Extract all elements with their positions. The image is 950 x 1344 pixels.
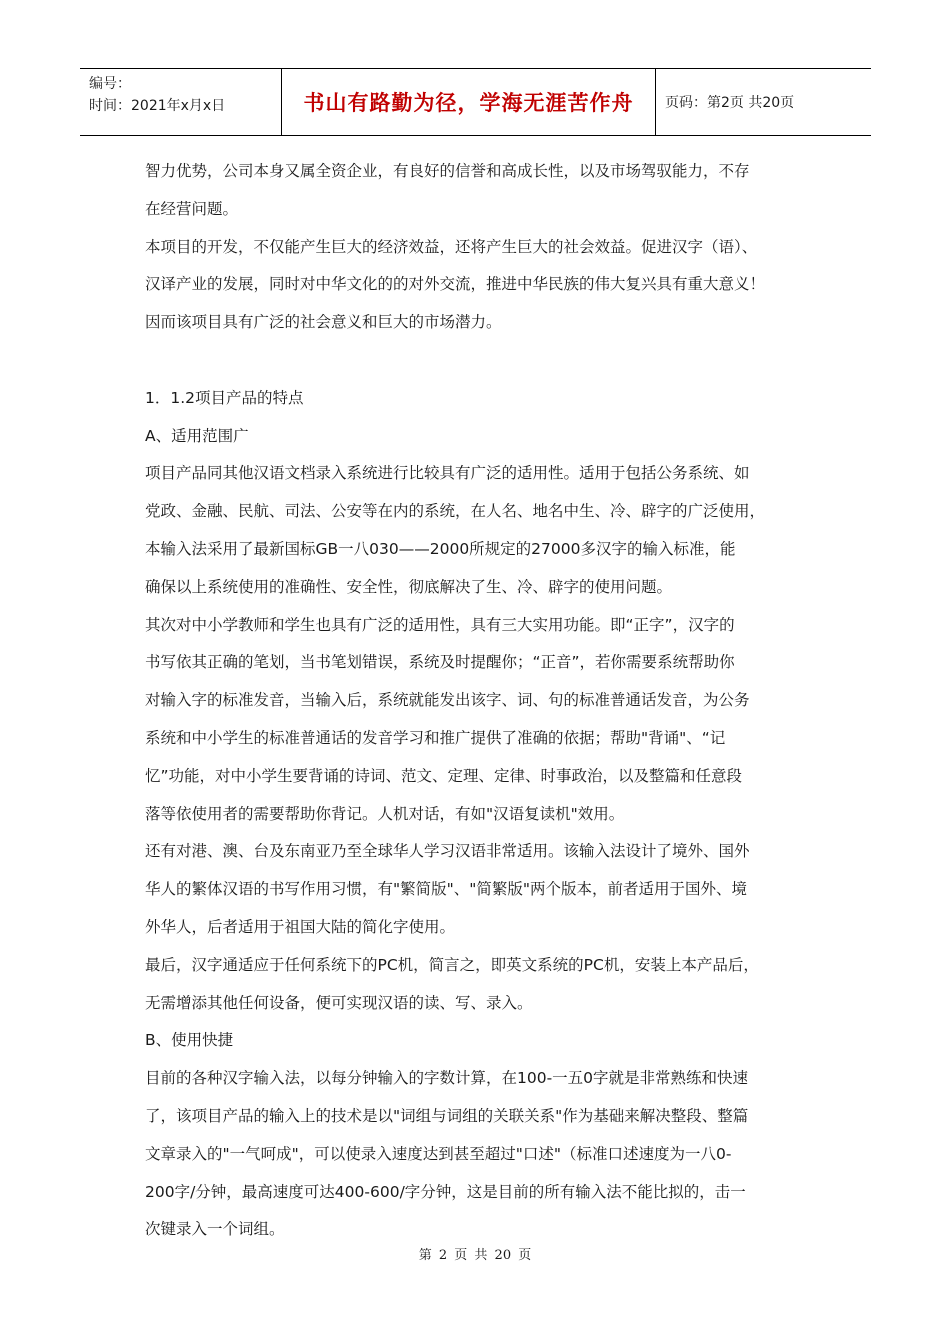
header-page-cell [656, 69, 871, 135]
body-line: 项目产品同其他汉语文档录入系统进行比较具有广泛的适用性。适用于包括公务系统、如 [145, 464, 750, 483]
body-line: 最后，汉字通适应于任何系统下的PC机，简言之，即英文系统的PC机，安装上本产品后， [145, 955, 759, 974]
body-line: 了，该项目产品的输入上的技术是以"词组与词组的关联关系"作为基础来解决整段、整篇 [145, 1106, 749, 1125]
page-footer: 第 2 页 共 20 页 [418, 1248, 532, 1263]
body-line: 党政、金融、民航、司法、公安等在内的系统，在人名、地名中生、冷、辟字的广泛使用， [145, 502, 766, 521]
body-line: 忆”功能，对中小学生要背诵的诗词、范文、定理、定律、时事政治，以及整篇和任意段 [145, 766, 743, 785]
section-heading: 1．1.2项目产品的特点 [145, 388, 304, 407]
header-motto-cell [282, 69, 656, 135]
document-number-label: 编号： [89, 76, 131, 92]
body-line: 在经营问题。 [145, 199, 239, 218]
body-line: 无需增添其他任何设备，便可实现汉语的读、写、录入。 [145, 993, 533, 1012]
body-line: 书写依其正确的笔划，当书笔划错误，系统及时提醒你；“正音”，若你需要系统帮助你 [145, 653, 735, 672]
body-line: 落等依使用者的需要帮助你背记。人机对话，有如"汉语复读机"效用。 [145, 804, 625, 823]
body-line: 对输入字的标准发音，当输入后，系统就能发出该字、词、句的标准普通话发音，为公务 [145, 691, 750, 710]
body-line: 文章录入的"一气呵成"，可以使录入速度达到甚至超过"口述"（标准口述速度为一八0- [145, 1144, 732, 1163]
body-line: 其次对中小学教师和学生也具有广泛的适用性，具有三大实用功能。即“正字”，汉字的 [145, 615, 735, 634]
subsection-heading: A、适用范围广 [145, 426, 249, 445]
document-body [145, 153, 825, 1249]
header-page-info: 页码：第2页 共20页 [665, 95, 795, 111]
body-line: 本输入法采用了最新国标GB一八030——2000所规定的27000多汉字的输入标准，能 [145, 539, 736, 558]
header-meta-cell [80, 69, 282, 135]
body-line: 200字/分钟，最高速度可达400-600/字分钟，这是目前的所有输入法不能比拟的，击一 [145, 1182, 746, 1201]
header-motto: 书山有路勤为径，学海无涯苦作舟 [303, 91, 634, 115]
body-line: 外华人，后者适用于祖国大陆的简化字使用。 [145, 917, 456, 936]
body-line: 还有对港、澳、台及东南亚乃至全球华人学习汉语非常适用。该输入法设计了境外、国外 [145, 842, 750, 861]
document-time-label: 时间：2021年x月x日 [89, 98, 226, 114]
blank-line [145, 342, 825, 380]
body-line: 系统和中小学生的标准普通话的发音学习和推广提供了准确的依据；帮助"背诵"、“记 [145, 728, 726, 747]
body-line: 汉译产业的发展，同时对中华文化的的对外交流，推进中华民族的伟大复兴具有重大意义！ [145, 275, 766, 294]
body-line: 本项目的开发，不仅能产生巨大的经济效益，还将产生巨大的社会效益。促进汉字（语）、 [145, 237, 758, 256]
body-line: 次键录入一个词组。 [145, 1220, 285, 1239]
subsection-heading: B、使用快捷 [145, 1031, 234, 1050]
body-line: 智力优势，公司本身又属全资企业，有良好的信誉和高成长性，以及市场驾驭能力，不存 [145, 162, 750, 180]
body-line: 确保以上系统使用的准确性、安全性，彻底解决了生、冷、辟字的使用问题。 [145, 577, 673, 596]
body-line: 目前的各种汉字输入法，以每分钟输入的字数计算，在100-一五0字就是非常熟练和快速 [145, 1069, 749, 1088]
body-line: 因而该项目具有广泛的社会意义和巨大的市场潜力。 [145, 313, 502, 332]
page-header [80, 68, 871, 136]
body-line: 华人的繁体汉语的书写作用习惯，有"繁简版"、"简繁版"两个版本，前者适用于国外、境 [145, 880, 748, 899]
